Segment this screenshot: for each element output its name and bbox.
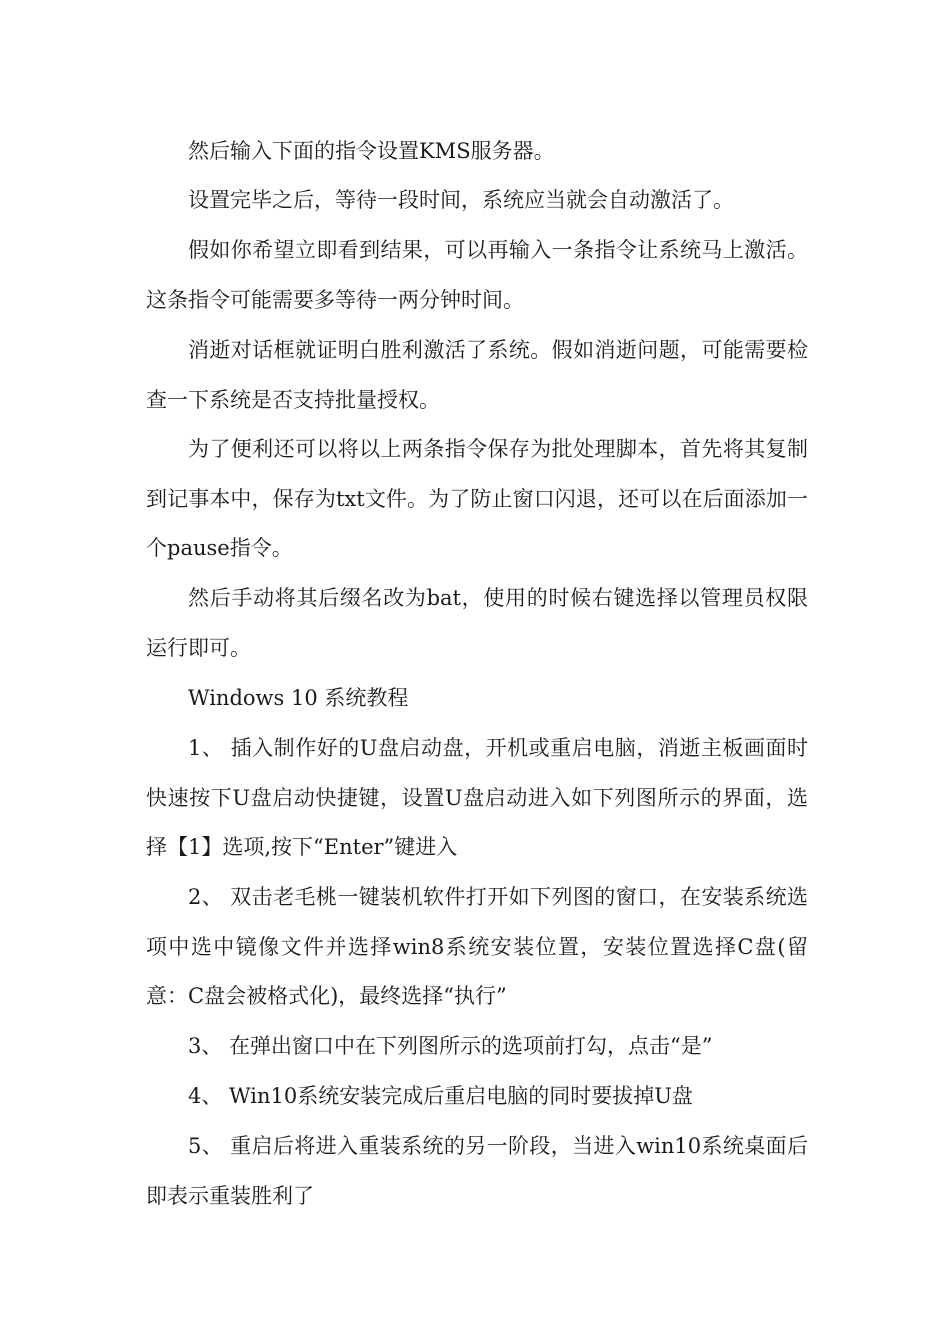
step-4-remove-usb: 4、 Win10系统安装完成后重启电脑的同时要拔掉U盘 <box>188 1084 693 1108</box>
paragraph-wait-activation: 设置完毕之后，等待一段时间，系统应当就会自动激活了。 <box>188 188 734 212</box>
step-5-reinstall-finish: 5、 重启后将进入重装系统的另一阶段，当进入win10系统桌面后即表示重装胜利了 <box>146 1134 808 1208</box>
step-1-insert-usb: 1、 插入制作好的U盘启动盘，开机或重启电脑，消逝主板画面时快速按下U盘启动快捷键，设置U盘启动进入如下列图所示的界面，选择【1】选项,按下“Enter”键进入 <box>146 736 808 859</box>
paragraph-rename-bat: 然后手动将其后缀名改为bat，使用的时候右键选择以管理员权限运行即可。 <box>146 586 808 660</box>
section-heading-win10-tutorial: Windows 10 系统教程 <box>188 686 409 710</box>
step-3-confirm-dialog: 3、 在弹出窗口中在下列图所示的选项前打勾，点击“是” <box>188 1034 713 1058</box>
paragraph-kms-server-command: 然后输入下面的指令设置KMS服务器。 <box>188 139 555 163</box>
step-2-install-tool: 2、 双击老毛桃一键装机软件打开如下列图的窗口，在安装系统选项中选中镜像文件并选择win8系统安装位置，安装位置选择C盘(留意：C盘会被格式化)，最终选择“执行” <box>146 885 808 1008</box>
paragraph-immediate-activation: 假如你希望立即看到结果，可以再输入一条指令让系统马上激活。这条指令可能需要多等待一两分钟时间。 <box>146 238 808 312</box>
paragraph-dialog-success: 消逝对话框就证明白胜利激活了系统。假如消逝问题，可能需要检查一下系统是否支持批量授权。 <box>146 338 808 412</box>
paragraph-batch-script: 为了便利还可以将以上两条指令保存为批处理脚本，首先将其复制到记事本中，保存为txt文件。为了防止窗口闪退，还可以在后面添加一个pause指令。 <box>146 437 808 560</box>
